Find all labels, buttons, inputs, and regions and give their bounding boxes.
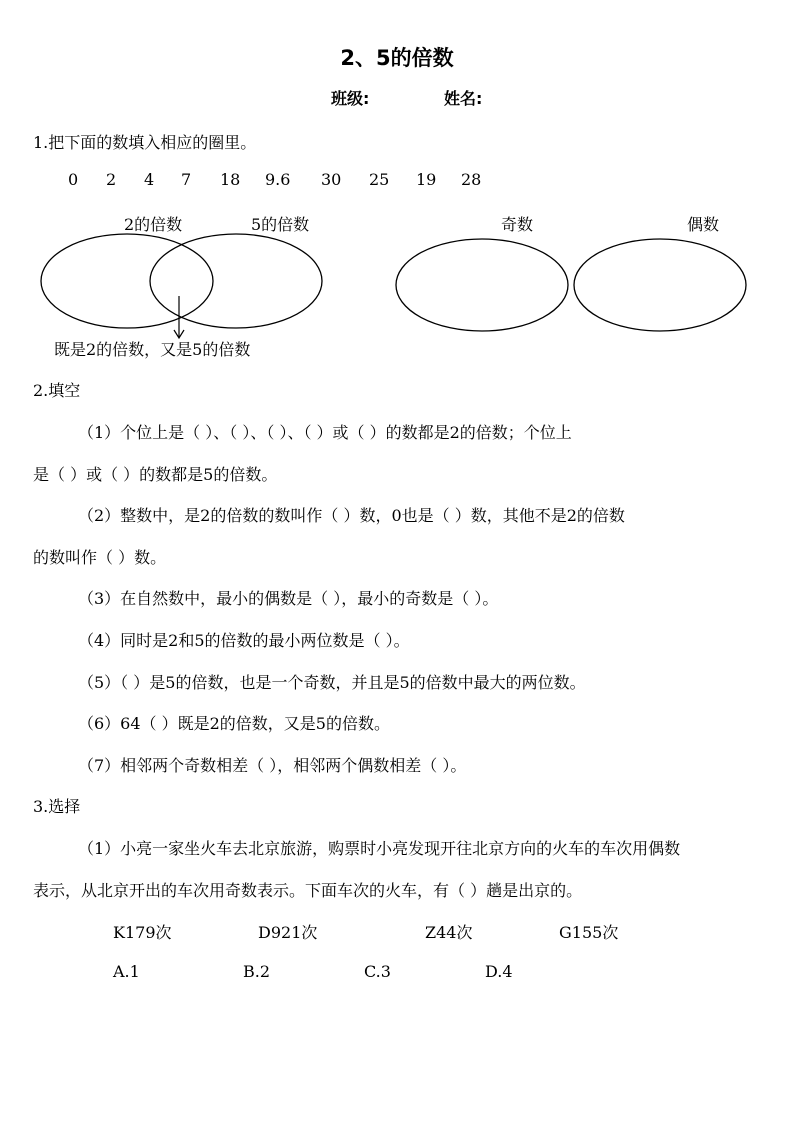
- venn-left-label: 2的倍数: [124, 215, 183, 234]
- number-item: 7: [181, 170, 192, 189]
- q2-line: （2）整数中，是2的倍数的数叫作（ ）数，0也是（ ）数，其他不是2的倍数: [78, 506, 625, 525]
- number-item: 0: [68, 170, 79, 189]
- name-label: 姓名:: [444, 89, 483, 108]
- q2-line: （3）在自然数中，最小的偶数是（ ），最小的奇数是（ ）。: [78, 589, 499, 608]
- answer-choice: C.3: [364, 962, 391, 981]
- number-item: 18: [220, 170, 241, 189]
- class-label: 班级:: [331, 89, 370, 108]
- number-item: 28: [461, 170, 482, 189]
- page-title: 2、5的倍数: [340, 46, 454, 70]
- q3-line: 表示，从北京开出的车次用奇数表示。下面车次的火车，有（ ）趟是出京的。: [33, 881, 583, 900]
- number-item: 30: [321, 170, 342, 189]
- q2-line: （5）（ ）是5的倍数，也是一个奇数，并且是5的倍数中最大的两位数。: [78, 673, 586, 692]
- q2-line: 是（ ）或（ ）的数都是5的倍数。: [33, 465, 278, 484]
- number-item: 9.6: [265, 170, 291, 189]
- number-item: 4: [144, 170, 155, 189]
- answer-choice: A.1: [113, 962, 140, 981]
- venn-right-circle: [150, 234, 322, 328]
- train-option: K179次: [113, 923, 172, 942]
- venn-left-circle: [41, 234, 213, 328]
- train-option: Z44次: [425, 923, 473, 942]
- q2-heading: 2.填空: [33, 381, 81, 400]
- odd-circle: [396, 239, 568, 331]
- number-item: 2: [106, 170, 117, 189]
- answer-choice: D.4: [485, 962, 513, 981]
- even-label: 偶数: [687, 215, 720, 234]
- odd-label: 奇数: [501, 215, 534, 234]
- train-option: D921次: [258, 923, 318, 942]
- q3-heading: 3.选择: [33, 797, 81, 816]
- q3-line: （1）小亮一家坐火车去北京旅游，购票时小亮发现开往北京方向的火车的车次用偶数: [78, 839, 681, 858]
- q2-line: （6）64（ ）既是2的倍数，又是5的倍数。: [78, 714, 390, 733]
- train-option: G155次: [559, 923, 619, 942]
- q1-heading: 1.把下面的数填入相应的圈里。: [33, 133, 257, 152]
- q2-line: 的数叫作（ ）数。: [33, 548, 167, 567]
- q2-line: （1）个位上是（ ）、（ ）、（ ）、（ ）或（ ）的数都是2的倍数；个位上: [78, 423, 572, 442]
- q2-line: （7）相邻两个奇数相差（ ），相邻两个偶数相差（ ）。: [78, 756, 467, 775]
- even-circle: [574, 239, 746, 331]
- answer-choice: B.2: [243, 962, 271, 981]
- number-item: 25: [369, 170, 390, 189]
- number-item: 19: [416, 170, 437, 189]
- venn-right-label: 5的倍数: [251, 215, 310, 234]
- venn-overlap-label: 既是2的倍数，又是5的倍数: [54, 340, 251, 359]
- q2-line: （4）同时是2和5的倍数的最小两位数是（ ）。: [78, 631, 410, 650]
- venn-diagrams: [0, 0, 794, 360]
